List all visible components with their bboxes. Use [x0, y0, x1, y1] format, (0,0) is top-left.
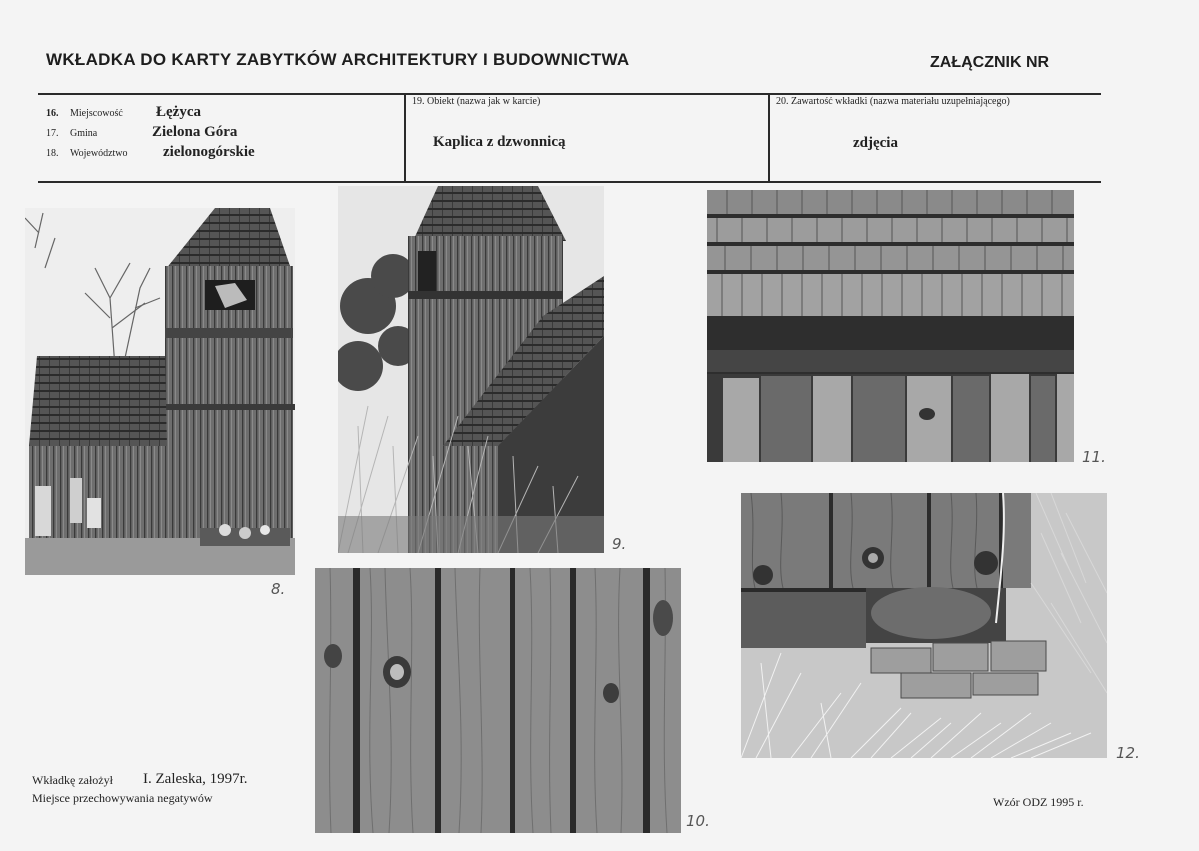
photo-9-tower-view [338, 186, 604, 553]
annex-number-label: ZAŁĄCZNIK NR [930, 54, 1050, 71]
photo-9-number: 9. [612, 535, 627, 553]
field-19-value: Kaplica z dzwonnicą [433, 134, 566, 150]
created-by-label: Wkładkę założył [32, 773, 113, 787]
field-18-number: 18. [46, 148, 59, 159]
photo-10-number: 10. [686, 812, 710, 830]
photo-8-chapel-exterior [25, 208, 295, 575]
photo-11-number: 11. [1082, 448, 1106, 466]
table-divider-2 [768, 93, 770, 182]
photo-12-foundation-detail [741, 493, 1107, 758]
photo-12-number: 12. [1116, 744, 1140, 762]
field-20-label: 20. Zawartość wkładki (nazwa materiału uzupełniającego) [776, 96, 1010, 107]
table-top-line [38, 93, 1101, 95]
created-by-value: I. Zaleska, 1997r. [143, 771, 248, 787]
photo-8-number: 8. [271, 580, 286, 598]
document-title: WKŁADKA DO KARTY ZABYTKÓW ARCHITEKTURY I BUDOWNICTWA [46, 50, 630, 69]
photo-11-roof-detail [707, 190, 1074, 462]
field-19-label: 19. Obiekt (nazwa jak w karcie) [412, 96, 541, 107]
field-17-number: 17. [46, 128, 59, 139]
template-version-label: Wzór ODZ 1995 r. [993, 795, 1084, 809]
field-17-value: Zielona Góra [152, 124, 238, 140]
field-17-label: Gmina [70, 128, 98, 139]
negatives-location-label: Miejsce przechowywania negatywów [32, 791, 213, 805]
photo-10-wood-planks [315, 568, 681, 833]
table-bottom-line [38, 181, 1101, 183]
field-16-label: Miejscowość [70, 108, 123, 119]
field-18-value: zielonogórskie [163, 144, 255, 160]
field-16-value: Łężyca [156, 104, 201, 120]
field-20-value: zdjęcia [853, 135, 898, 151]
field-16-number: 16. [46, 108, 59, 119]
field-18-label: Województwo [70, 148, 128, 159]
table-divider-1 [404, 93, 406, 182]
